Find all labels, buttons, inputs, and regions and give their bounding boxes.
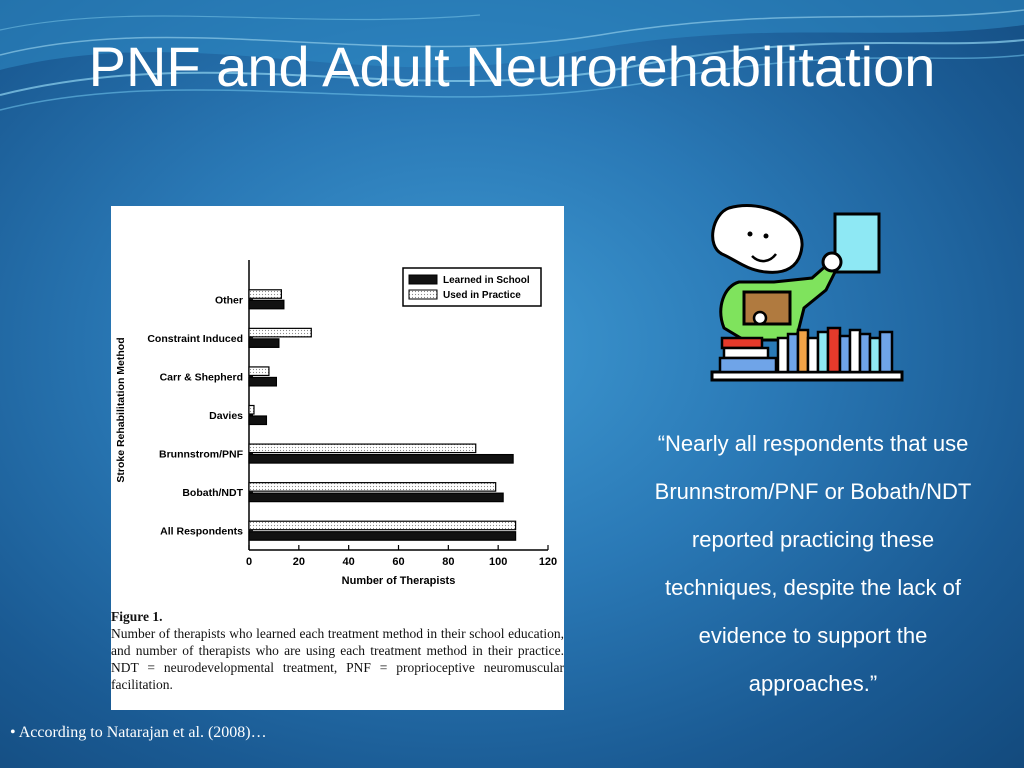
- figure-caption-title: Figure 1.: [111, 609, 163, 624]
- y-tick-label: Constraint Induced: [147, 332, 243, 345]
- x-tick-label: 100: [488, 556, 508, 568]
- figure-panel: [111, 206, 564, 710]
- y-tick-label: Other: [214, 294, 243, 307]
- y-tick-label: Davies: [209, 410, 243, 422]
- bar-learned-in-school: [249, 416, 266, 425]
- bar-used-in-practice: [249, 290, 281, 299]
- footnote-citation: • According to Natarajan et al. (2008)…: [10, 724, 267, 741]
- y-axis-label: Stroke Rehabilitation Method: [115, 337, 127, 483]
- legend-swatch-used: [409, 290, 437, 299]
- x-tick-label: 60: [392, 556, 405, 568]
- x-tick-label: 20: [292, 556, 305, 568]
- x-tick-label: 40: [342, 556, 355, 568]
- legend-label-learned: Learned in School: [443, 275, 530, 286]
- y-tick-label: Brunnstrom/PNF: [159, 448, 243, 461]
- slide-title: PNF and Adult Neurorehabilitation: [88, 35, 936, 98]
- bar-learned-in-school: [249, 532, 516, 541]
- x-axis-label: Number of Therapists: [341, 575, 456, 587]
- bar-learned-in-school: [249, 339, 279, 348]
- x-tick-label: 80: [442, 556, 455, 568]
- quote-text: “Nearly all respondents that use Brunnstrom/PNF or Bobath/NDT reported practicing these techniques, despite the lack of evidence to support the approaches.”: [654, 431, 972, 696]
- bar-used-in-practice: [249, 483, 496, 492]
- x-tick-label: 120: [538, 556, 558, 568]
- bar-learned-in-school: [249, 493, 503, 502]
- legend-swatch-learned: [409, 275, 437, 284]
- y-tick-label: Bobath/NDT: [182, 487, 243, 500]
- y-tick-label: Carr & Shepherd: [159, 371, 243, 384]
- figure-caption-text: Number of therapists who learned each treatment method in their school education, and number of therapists who are using each treatment method in their practice. NDT = neurodevelopmental treatment, PNF = proprioceptive neuromuscular facilitation.: [111, 626, 564, 692]
- bar-used-in-practice: [249, 367, 269, 376]
- bar-used-in-practice: [249, 444, 476, 453]
- y-tick-label: All Respondents: [160, 525, 243, 538]
- bar-used-in-practice: [249, 328, 311, 337]
- bar-learned-in-school: [249, 455, 513, 464]
- x-tick-label: 0: [245, 556, 253, 568]
- bar-learned-in-school: [249, 377, 276, 386]
- person-with-books-icon: [704, 198, 904, 388]
- bar-used-in-practice: [249, 521, 516, 530]
- bar-chart: [111, 206, 564, 606]
- figure-caption: [111, 608, 564, 693]
- legend-label-used: Used in Practice: [443, 290, 521, 301]
- bar-used-in-practice: [249, 406, 254, 415]
- bar-learned-in-school: [249, 300, 284, 309]
